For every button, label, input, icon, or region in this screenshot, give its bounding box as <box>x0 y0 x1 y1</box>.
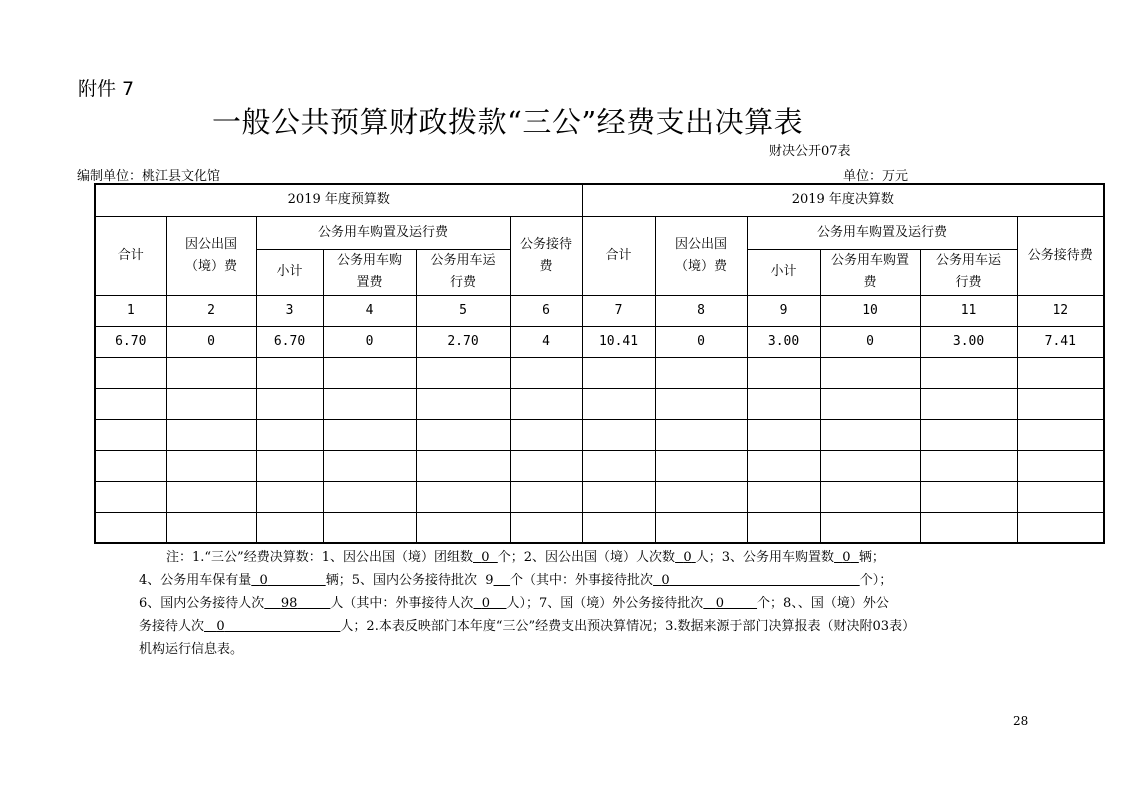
value-cell: 10.41 <box>582 326 655 357</box>
attachment-label: 附件 7 <box>78 78 135 100</box>
value-cell: 6.70 <box>95 326 166 357</box>
col-number: 7 <box>582 295 655 326</box>
note-line-3: 6、国内公务接待人次 98 人（其中：外事接待人次 0 人）；7、国（境）外公务接待批次 0 个；8、、国（境）外公 <box>139 596 889 611</box>
col-number: 1 <box>95 295 166 326</box>
value-row <box>95 326 1104 357</box>
empty-row <box>95 450 1104 481</box>
expenditure-table <box>94 183 1105 544</box>
note-line-2: 4、公务用车保有量 0 辆；5、国内公务接待批次 9 个（其中：外事接待批次 0 个）； <box>139 573 893 588</box>
budget-vehicle-purchase-header: 公务用车购 置费 <box>323 249 416 295</box>
value-cell: 0 <box>166 326 256 357</box>
empty-row <box>95 419 1104 450</box>
reporting-unit: 编制单位：桃江县文化馆 <box>77 169 221 184</box>
page-number: 28 <box>1013 714 1029 728</box>
empty-row <box>95 388 1104 419</box>
value-cell: 2.70 <box>416 326 510 357</box>
final-header: 2019 年度决算数 <box>582 184 1104 216</box>
note-line-5: 机构运行信息表。 <box>139 642 244 657</box>
value-cell: 0 <box>323 326 416 357</box>
final-total-header: 合计 <box>582 216 655 295</box>
col-number: 6 <box>510 295 582 326</box>
value-cell: 4 <box>510 326 582 357</box>
budget-vehicle-run-header: 公务用车运 行费 <box>416 249 510 295</box>
note-line-1: 注：1.“三公”经费决算数：1、因公出国（境）团组数 0 个；2、因公出国（境）人次数 0 人；3、公务用车购置数 0 辆； <box>166 550 885 565</box>
col-number: 11 <box>920 295 1017 326</box>
final-vehicle-group-header: 公务用车购置及运行费 <box>747 216 1017 249</box>
currency-unit: 单位：万元 <box>843 169 909 184</box>
col-number: 8 <box>655 295 747 326</box>
final-abroad-header: 因公出国 （境）费 <box>655 216 747 295</box>
note-line-4: 务接待人次 0 人；2.本表反映部门本年度“三公”经费支出预决算情况；3.数据来源于部门决算报表（财决附03表） <box>139 619 916 634</box>
col-number: 9 <box>747 295 820 326</box>
value-cell: 3.00 <box>747 326 820 357</box>
empty-row <box>95 512 1104 543</box>
page-title: 一般公共预算财政拨款“三公”经费支出决算表 <box>212 105 804 139</box>
value-cell: 0 <box>820 326 920 357</box>
final-subtotal-header: 小计 <box>747 249 820 295</box>
budget-abroad-header: 因公出国 （境）费 <box>166 216 256 295</box>
final-vehicle-run-header: 公务用车运 行费 <box>920 249 1017 295</box>
col-number: 2 <box>166 295 256 326</box>
final-vehicle-purchase-header: 公务用车购置 费 <box>820 249 920 295</box>
final-reception-header: 公务接待费 <box>1017 216 1104 295</box>
col-number: 3 <box>256 295 323 326</box>
value-cell: 3.00 <box>920 326 1017 357</box>
col-number: 12 <box>1017 295 1104 326</box>
budget-header: 2019 年度预算数 <box>95 184 582 216</box>
budget-vehicle-group-header: 公务用车购置及运行费 <box>256 216 510 249</box>
empty-row <box>95 481 1104 512</box>
budget-total-header: 合计 <box>95 216 166 295</box>
value-cell: 7.41 <box>1017 326 1104 357</box>
value-cell: 0 <box>655 326 747 357</box>
budget-subtotal-header: 小计 <box>256 249 323 295</box>
column-number-row <box>95 295 1104 326</box>
empty-row <box>95 357 1104 388</box>
value-cell: 6.70 <box>256 326 323 357</box>
budget-reception-header: 公务接待 费 <box>510 216 582 295</box>
col-number: 10 <box>820 295 920 326</box>
col-number: 5 <box>416 295 510 326</box>
form-number: 财决公开07表 <box>769 144 851 159</box>
col-number: 4 <box>323 295 416 326</box>
